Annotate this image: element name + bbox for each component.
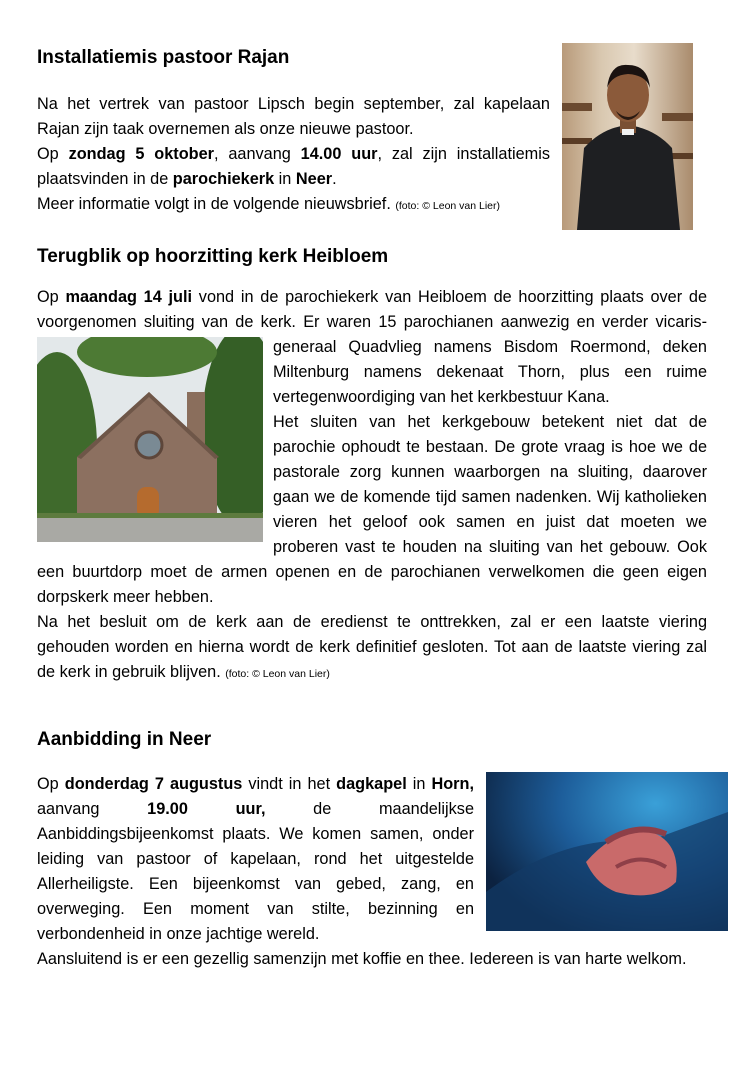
photo-praying-hands <box>486 772 728 931</box>
paragraph: Op donderdag 7 augustus vindt in het dagkapel in Horn, aanvang 19.00 uur, de maandelijkse Aanbiddingsbijeenkomst plaats. We komen samen, onder leiding van pastoor of kapelaan, rond het uitgestelde Allerheiligste. Een bijeenkomst van gebed, zang, en overweging. Een moment van stilte, bezinning en verbondenheid in onze jachtige wereld. Aansluitend is er een gezellig samenzijn met koffie en thee. Iedereen is van harte welkom. <box>37 775 687 968</box>
heading-installatiemis: Installatiemis pastoor Rajan <box>37 47 290 68</box>
section-heibloem <box>37 244 707 687</box>
photo-church-heibloem <box>37 337 263 542</box>
heading-aanbidding: Aanbidding in Neer <box>37 729 212 750</box>
photo-pastor-rajan <box>562 43 693 230</box>
section-installatiemis <box>37 45 708 219</box>
paragraph: Op maandag 14 juli vond in de parochiekerk van Heibloem de hoorzitting plaats over de voorgenomen sluiting van de kerk. Er waren 15 parochianen aanwezig en verder vicaris-generaal Quadvlieg namens Bisdom Roermond, deken Miltenburg namens dekenaat Thorn, plus een ruime vertegenwoordiging van het kerkbestuur Kana. Het sluiten van het kerkgebouw betekent niet dat de parochie ophoudt te bestaan. De grote vraag is hoe we de pastorale zorg kunnen waarborgen na sluiting, daarover gaan we de komende tijd samen nadenken. Wij katholieken vieren het geloof ook samen en juist dat moeten we proberen vast te houden na sluiting van het gebouw. Ook een buurtdorp moet de armen openen en de parochianen verwelkomen die geen eigen dorpskerk meer hebben. Na het besluit om de kerk aan de eredienst te onttrekken, zal er een laatste viering gehouden worden en hierna wordt de kerk definitief gesloten. Tot aan de laatste viering zal de kerk in gebruik blijven. (foto: © Leon van Lier) <box>37 288 707 681</box>
photo-credit: (foto: © Leon van Lier) <box>225 668 330 680</box>
paragraph: Na het vertrek van pastoor Lipsch begin september, zal kapelaan Rajan zijn taak overnemen als onze nieuwe pastoor. Op zondag 5 oktober, aanvang 14.00 uur, zal zijn installatiemis plaatsvinden in de parochiekerk in Neer. Meer informatie volgt in de volgende nieuwsbrief. (foto: © Leon van Lier) <box>37 95 550 213</box>
photo-credit: (foto: © Leon van Lier) <box>395 200 501 212</box>
section-aanbidding <box>37 727 707 972</box>
heading-heibloem: Terugblik op hoorzitting kerk Heibloem <box>37 246 389 267</box>
